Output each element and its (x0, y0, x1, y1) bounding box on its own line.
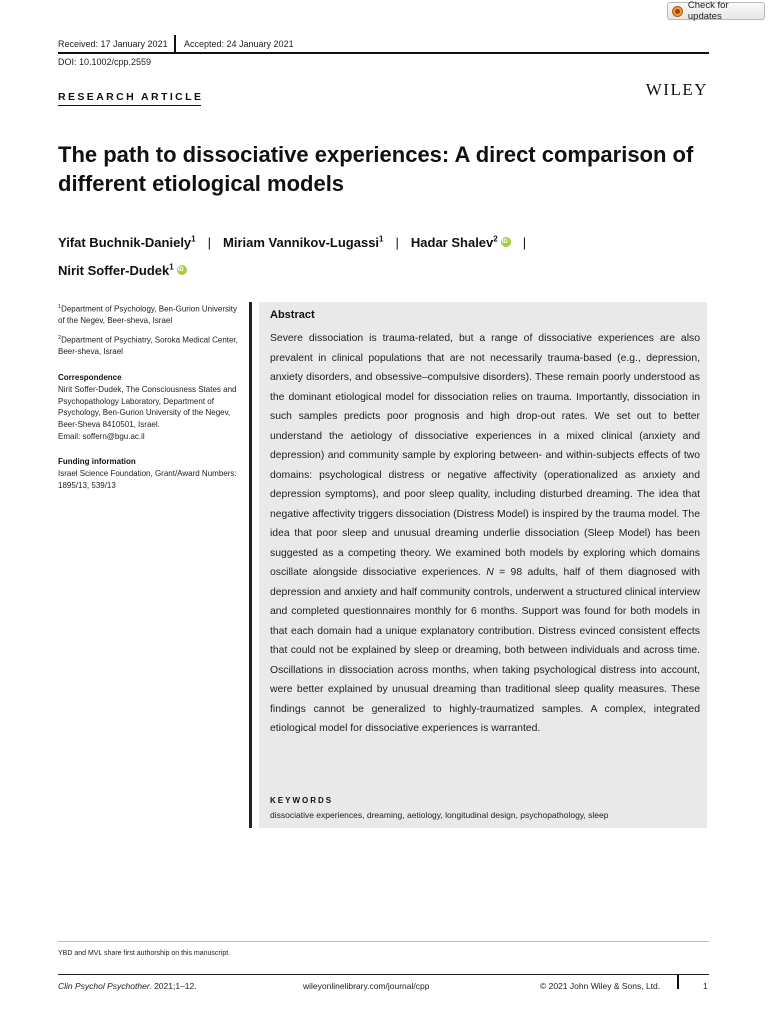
author-separator: | (522, 235, 527, 251)
keywords-heading: KEYWORDS (270, 796, 334, 805)
footer-rule (58, 974, 709, 975)
footnote-rule (58, 941, 709, 942)
affiliation-1: $^1$Department of Psychology, Ben-Gurion University of the Negev, Beer-sheva, Israel (58, 304, 237, 326)
correspondence-email[interactable]: Email: soffern@bgu.ac.il (58, 431, 145, 441)
footer-divider (677, 975, 679, 989)
author-list (58, 228, 718, 283)
abstract-side-bar (249, 302, 252, 828)
received-date: Received: 17 January 2021 (58, 39, 168, 49)
author-1[interactable]: Yifat Buchnik-Daniely$^1$ (58, 235, 196, 251)
header-rule (58, 52, 709, 54)
doi-link[interactable]: DOI: 10.1002/cpp.2559 (58, 57, 152, 67)
journal-citation: Clin Psychol Psychother. 2021;1–12. (58, 981, 197, 991)
author-separator: | (395, 235, 399, 251)
author-2[interactable]: Miriam Vannikov-Lugassi$^1$ (223, 235, 384, 251)
affiliation-2: $^2$Department of Psychiatry, Soroka Medical Center, Beer-sheva, Israel (58, 335, 238, 357)
article-type-underline (58, 105, 201, 106)
funding-block (58, 456, 244, 491)
article-title: The path to dissociative experiences: A direct comparison of different etiological models (58, 142, 694, 196)
article-info-column (58, 302, 244, 491)
author-4[interactable]: Nirit Soffer-Dudek$^1$iD (58, 263, 187, 278)
abstract-heading: Abstract (270, 309, 315, 321)
crossmark-icon (672, 6, 683, 17)
correspondence-block (58, 372, 244, 442)
check-for-updates-label: Check for updates (687, 0, 729, 22)
author-separator: | (207, 235, 211, 251)
abstract-text: Severe dissociation is trauma-related, but a range of dissociative experiences are also prevalent in clinical populations that are not necessarily trauma-based (e.g., depression, anxiety disorders, and obsessive–compulsive disorders). These remain poorly understood as the dominant etiological model for dissociation relies on trauma. Importantly, dissociation in such samples predicts poor prognosis and high drop-out rates. We set out to better understand the aetiology of dissociative experiences in a mixed clinical (anxiety and depression) and community sample by exploring between- and within-subjects effects of two domains: psychological distress or negative affectivity (operationalized as anxiety and depression symptoms), and poor sleep quality, including disturbed dreaming. The idea that negative affectivity triggers dissociation (Distress Model) is inspired by the trauma model. The idea that poor sleep and unusual dreaming underlie dissociation (Sleep Model) has been suggested as a competing theory. We examined both models by exploring which domains oscillate alongside dissociative experiences. N = 98 adults, half of them diagnosed with depression and anxiety and half community controls, underwent a structured clinical interview and completed questionnaires monthly for 6 months. Support was found for both models in that each domain had a unique explanatory contribution. Distress evinced consistent effects that could not be explained by sleep or dreaming, both between individuals and across time. Oscillations in dissociation across months, when taking psychological distress into account, were better explained by unusual dreaming than traditional sleep quality measures. These findings cannot be generalized to highly-traumatized samples. A complex, integrated etiological model for dissociative experiences is warranted. (270, 333, 700, 734)
check-for-updates-button[interactable] (667, 2, 765, 20)
header-divider (174, 35, 176, 52)
keywords-list: dissociative experiences, dreaming, aetiology, longitudinal design, psychopathology, sleep (270, 810, 609, 820)
funding-text: Israel Science Foundation, Grant/Award Numbers: 1895/13, 539/13 (58, 469, 237, 490)
article-type-label: RESEARCH ARTICLE (58, 91, 204, 103)
orcid-icon[interactable] (177, 265, 187, 275)
accepted-date: Accepted: 24 January 2021 (184, 39, 294, 49)
copyright-notice: © 2021 John Wiley & Sons, Ltd. (540, 981, 661, 991)
funding-heading: Funding information (58, 457, 136, 467)
publisher-logo: WILEY (645, 80, 708, 99)
page-number: 1 (703, 981, 708, 991)
authorship-footnote: YBD and MVL share first authorship on this manuscript. (58, 950, 231, 957)
journal-url-link[interactable]: wileyonlinelibrary.com/journal/cpp (303, 981, 430, 991)
orcid-icon[interactable] (501, 237, 511, 247)
author-3[interactable]: Hadar Shalev$^2$iD (411, 235, 511, 250)
correspondence-text: Nirit Soffer-Dudek, The Consciousness States and Psychopathology Laboratory, Department of Psychology, Ben-Gurion University of the Negev, Beer-Sheva 8410501, Israel. (58, 384, 237, 429)
correspondence-heading: Correspondence (58, 373, 122, 383)
